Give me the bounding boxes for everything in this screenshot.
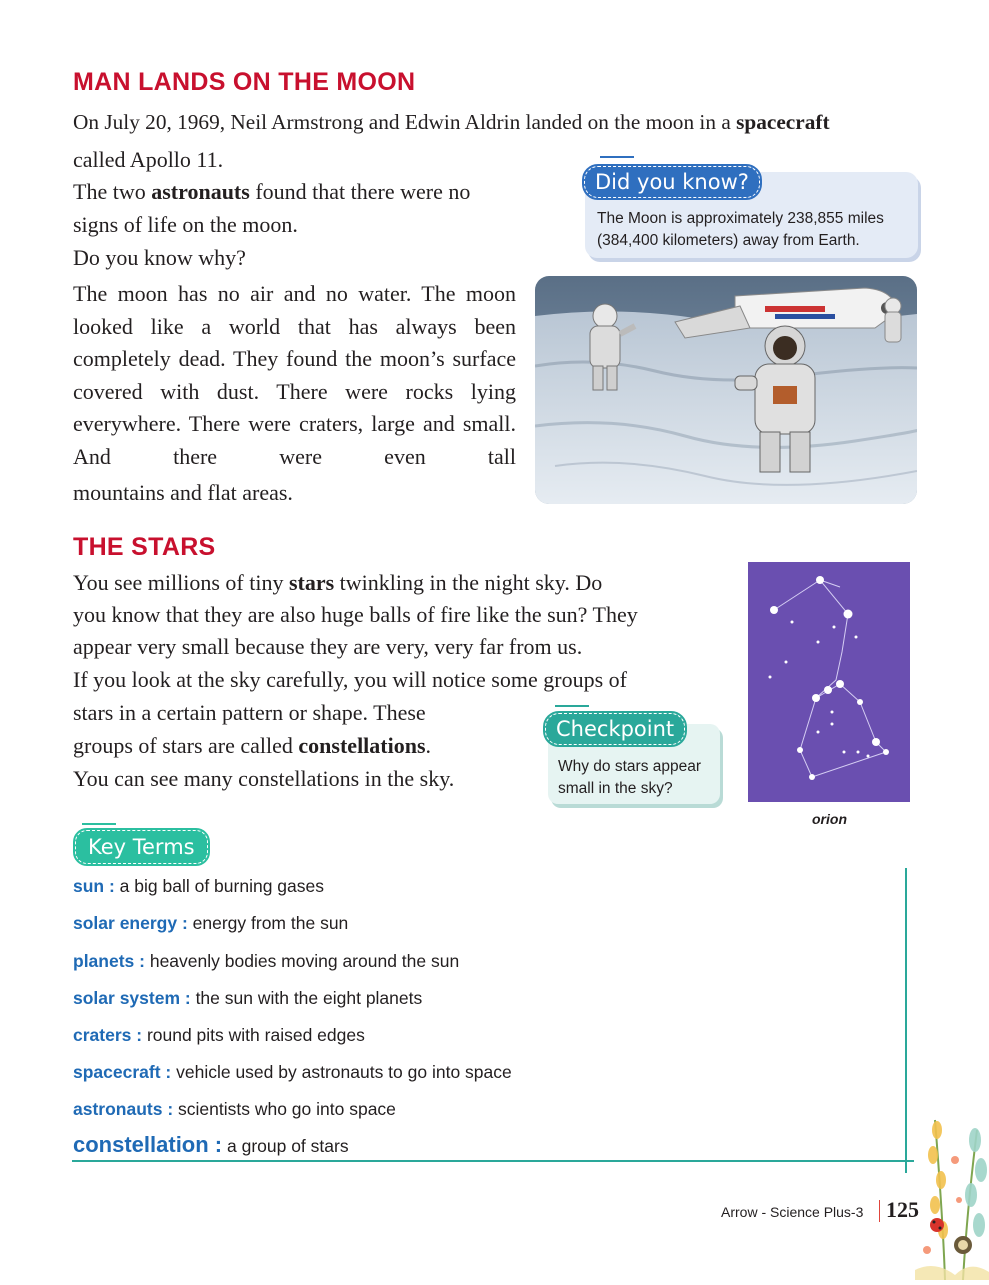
- key-term: constellation :: [73, 1132, 223, 1157]
- text-line: signs of life on the moon.: [73, 212, 298, 237]
- text-span: The two: [73, 179, 152, 204]
- tag-accent-line: [600, 156, 634, 158]
- bold-term: spacecraft: [736, 110, 830, 134]
- footer-divider: [879, 1200, 880, 1222]
- key-term-definition: the sun with the eight planets: [190, 988, 423, 1008]
- moon-landing-image: [535, 276, 917, 504]
- footer-book-title: Arrow - Science Plus-3: [721, 1204, 864, 1220]
- orion-constellation-illustration: [748, 562, 910, 802]
- text-line: [73, 730, 431, 763]
- section-heading-moon: MAN LANDS ON THE MOON: [73, 68, 416, 96]
- text-line: appear very small because they are very, very far from us.: [73, 634, 583, 659]
- key-term-item: [73, 1025, 365, 1046]
- key-term: astronauts :: [73, 1099, 174, 1119]
- floral-decoration-icon: [915, 1100, 989, 1280]
- key-terms-border-vertical: [905, 868, 907, 1173]
- tag-accent-line: [555, 705, 589, 707]
- key-term: craters :: [73, 1025, 143, 1045]
- key-term-definition: heavenly bodies moving around the sun: [144, 951, 460, 971]
- orion-constellation-image: [748, 562, 910, 802]
- text-line: stars in a certain pattern or shape. These: [73, 700, 426, 725]
- key-term: solar energy :: [73, 913, 188, 933]
- key-term-definition: vehicle used by astronauts to go into space: [171, 1062, 512, 1082]
- key-term: solar system :: [73, 988, 191, 1008]
- key-term-item: [73, 1062, 512, 1083]
- text-line: called Apollo 11.: [73, 147, 224, 172]
- key-term-item: [73, 1099, 396, 1120]
- bold-term: astronauts: [151, 179, 250, 204]
- key-term-item: [73, 1132, 349, 1158]
- bold-term: stars: [288, 570, 335, 595]
- text-span: .: [425, 733, 432, 758]
- key-term-item: [73, 913, 348, 934]
- key-term-definition: a big ball of burning gases: [114, 876, 324, 896]
- key-term-item: [73, 951, 459, 972]
- key-term-definition: scientists who go into space: [173, 1099, 396, 1119]
- did-you-know-text: The Moon is approximately 238,855 miles (384,400 kilometers) away from Earth.: [597, 210, 884, 249]
- text-line: you know that they are also huge balls of fire like the sun? They: [73, 602, 638, 627]
- moon-landing-illustration: [535, 276, 917, 504]
- text-line: [73, 567, 602, 600]
- key-terms-border-horizontal: [72, 1160, 914, 1162]
- key-term: planets :: [73, 951, 145, 971]
- key-term: spacecraft :: [73, 1062, 172, 1082]
- tag-accent-line: [82, 823, 116, 825]
- floral-decoration: [915, 1100, 989, 1280]
- moon-paragraph: The moon has no air and no water. The moon looked like a world that has always been completely dead. They found the moon’s surface covered with dust. There were rocks lying everywhere. There were craters, large and small. And there were even tall: [73, 281, 516, 469]
- text-span: twinkling in the night sky. Do: [334, 570, 603, 595]
- did-you-know-label: Did you know?: [584, 166, 760, 198]
- key-terms-label: Key Terms: [75, 830, 208, 864]
- text-line: You can see many constellations in the sky.: [73, 766, 455, 791]
- key-term-item: [73, 988, 422, 1009]
- key-term-definition: energy from the sun: [187, 913, 349, 933]
- text-line: [73, 176, 470, 209]
- text-span: found that there were no: [249, 179, 471, 204]
- key-term-item: [73, 876, 324, 897]
- bold-term: constellations: [298, 733, 426, 758]
- key-term: sun :: [73, 876, 115, 896]
- text-line: [73, 106, 830, 139]
- text-span: You see millions of tiny: [73, 570, 289, 595]
- orion-caption: orion: [812, 811, 847, 827]
- text-line: If you look at the sky carefully, you will notice some groups of: [73, 667, 627, 692]
- text-line: Do you know why?: [73, 245, 246, 270]
- page-number: 125: [886, 1197, 919, 1222]
- section-heading-stars: THE STARS: [73, 533, 216, 561]
- key-term-definition: round pits with raised edges: [142, 1025, 365, 1045]
- checkpoint-label: Checkpoint: [545, 713, 685, 745]
- text-span: On July 20, 1969, Neil Armstrong and Edwin Aldrin landed on the moon in a: [73, 110, 737, 134]
- checkpoint-text: Why do stars appear small in the sky?: [558, 758, 702, 797]
- text-span: groups of stars are called: [73, 733, 299, 758]
- key-term-definition: a group of stars: [222, 1136, 349, 1156]
- text-line: mountains and flat areas.: [73, 480, 293, 505]
